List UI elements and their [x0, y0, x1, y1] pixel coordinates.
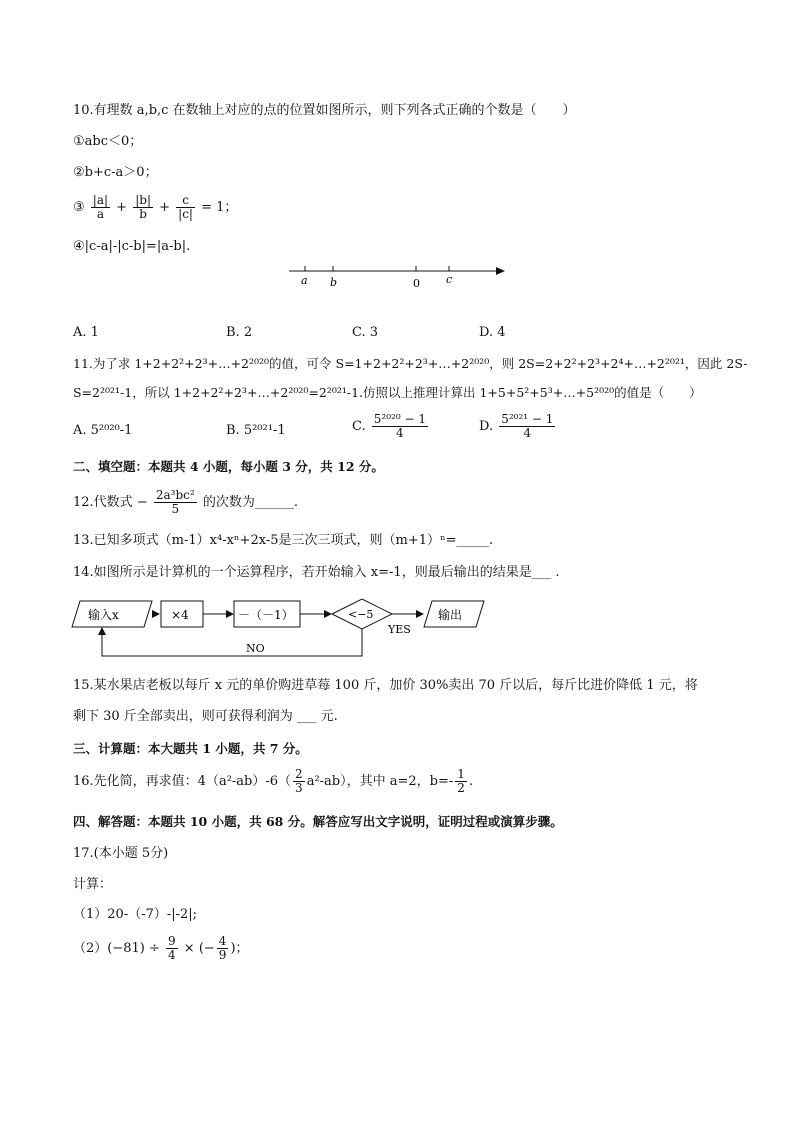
q10-item-3: ③ $\frac{|a|}{a}$ + $\frac{|b|}{b}$ + $\frac{c}{|c|}$ = 1；	[73, 193, 238, 221]
q16-fraction-two-thirds: $\frac{2}{3}$	[295, 767, 303, 795]
q14-stem: 14.如图所示是计算机的一个运算程序，若开始输入 x=-1，则最后输出的结果是___ .	[73, 565, 560, 580]
q16-prefix: 16.先化简，再求值：4（a²-ab）-6（	[73, 774, 292, 789]
q17-part-2	[73, 935, 249, 962]
label-c: c	[446, 273, 453, 286]
flow-output-text: 输出	[438, 608, 463, 622]
q16-fraction-one-half: $\frac{1}{2}$	[457, 767, 465, 795]
section-4-heading: 四、解答题：本题共 10 小题，共 68 分。解答应写出文字说明，证明过程或演算步骤。	[73, 814, 563, 829]
q11-line-2: S=2²⁰²¹-1，所以 1+2+2²+2³+…+2²⁰²⁰=2²⁰²¹-1.仿照以上推理计算出 1+5+5²+5³+…+5²⁰²⁰的值是（ ）	[73, 385, 702, 400]
q17-fraction-four-ninths: $\frac{4}{9}$	[218, 934, 227, 962]
frac-abs-b-over-b: $\frac{|b|}{b}$	[135, 193, 151, 221]
q11-option-d-fraction: $\frac{\text{5²⁰²¹ − 1}}{4}$	[501, 412, 554, 440]
q15-line-2: 剩下 30 斤全部卖出，则可获得利润为 ___ 元.	[73, 709, 338, 724]
number-line	[285, 258, 515, 294]
flow-yes-label: YES	[388, 623, 411, 636]
q12-fraction: $\frac{\text{2a³bc²}}{5}$	[155, 488, 195, 516]
flowchart	[70, 596, 490, 662]
q11-option-a: A. 5²⁰²⁰-1	[73, 423, 133, 438]
q17-part-1: （1）20-（-7）-|-2|;	[73, 907, 198, 922]
q11-option-d	[479, 413, 557, 440]
q17-calc-label: 计算：	[73, 877, 113, 892]
q17-part-2-middle: × (−	[183, 941, 215, 956]
q11-option-c-label: C.	[352, 419, 366, 434]
q10-item-3-eq: = 1；	[201, 200, 238, 215]
q11-option-d-label: D.	[479, 419, 494, 434]
q10-option-c: C. 3	[352, 325, 379, 340]
flow-input-text: 输入x	[88, 608, 119, 622]
frac-c-over-abs-c: $\frac{c}{|c|}$	[178, 193, 193, 221]
q10-option-b: B. 2	[226, 325, 253, 340]
q15-line-1: 15.某水果店老板以每斤 x 元的单价购进草莓 100 斤，加价 30%卖出 70 斤以后，每斤比进价降低 1 元，将	[73, 678, 698, 693]
flow-condition-text: <−5	[348, 608, 374, 621]
q16-middle: a²-ab），其中 a=2，b=-	[306, 774, 454, 789]
q12-suffix: 的次数为______.	[202, 495, 298, 510]
q17-fraction-nine-fourths: $\frac{9}{4}$	[168, 934, 176, 962]
label-b: b	[330, 276, 338, 289]
q10-item-4: ④|c-a|-|c-b|=|a-b|.	[73, 239, 191, 254]
label-a: a	[301, 274, 308, 287]
q17-part-2-prefix: （2）(−81) ÷	[73, 941, 160, 956]
q10-item-2: ②b+c-a＞0；	[73, 165, 158, 180]
section-3-heading: 三、计算题：本大题共 1 小题，共 7 分。	[73, 741, 308, 756]
q10-stem: 10.有理数 a,b,c 在数轴上对应的点的位置如图所示，则下列各式正确的个数是（ ）	[73, 103, 576, 118]
q17-part-2-suffix: )；	[230, 941, 249, 956]
q10-option-d: D. 4	[479, 325, 506, 340]
q13: 13.已知多项式（m-1）x⁴-xⁿ+2x-5是三次三项式，则（m+1）ⁿ=_____.	[73, 533, 494, 548]
q16-suffix: .	[468, 774, 474, 789]
frac-abs-a-over-a: $\frac{|a|}{a}$	[92, 193, 109, 221]
q11-option-c-fraction: $\frac{\text{5²⁰²⁰ − 1}}{4}$	[373, 412, 426, 440]
q17-header: 17.(本小题 5分)	[73, 846, 169, 861]
q12: 12.代数式 − $\frac{\text{2a³bc²}}{5}$ 的次数为______.	[73, 488, 298, 516]
flow-no-label: NO	[246, 642, 265, 655]
q11-line-1: 11.为了求 1+2+2²+2³+…+2²⁰²⁰的值，可令 S=1+2+2²+2³+…+2²⁰²⁰，则 2S=2+2²+2³+2⁴+…+2²⁰²¹，因此 2S-	[73, 356, 748, 371]
q11-option-b: B. 5²⁰²¹-1	[226, 423, 286, 438]
q16	[73, 768, 473, 795]
q10-option-a: A. 1	[73, 325, 99, 340]
flow-subtract-text: －（－1）	[238, 608, 294, 622]
label-zero: 0	[413, 277, 420, 290]
flow-multiply-text: ×4	[171, 608, 189, 622]
q12-prefix: 12.代数式	[73, 495, 133, 510]
q10-item-1: ①abc＜0；	[73, 134, 143, 149]
q10-item-3-label: ③	[73, 200, 85, 215]
q11-option-c	[352, 413, 430, 440]
section-2-heading: 二、填空题：本题共 4 小题，每小题 3 分，共 12 分。	[73, 459, 384, 474]
